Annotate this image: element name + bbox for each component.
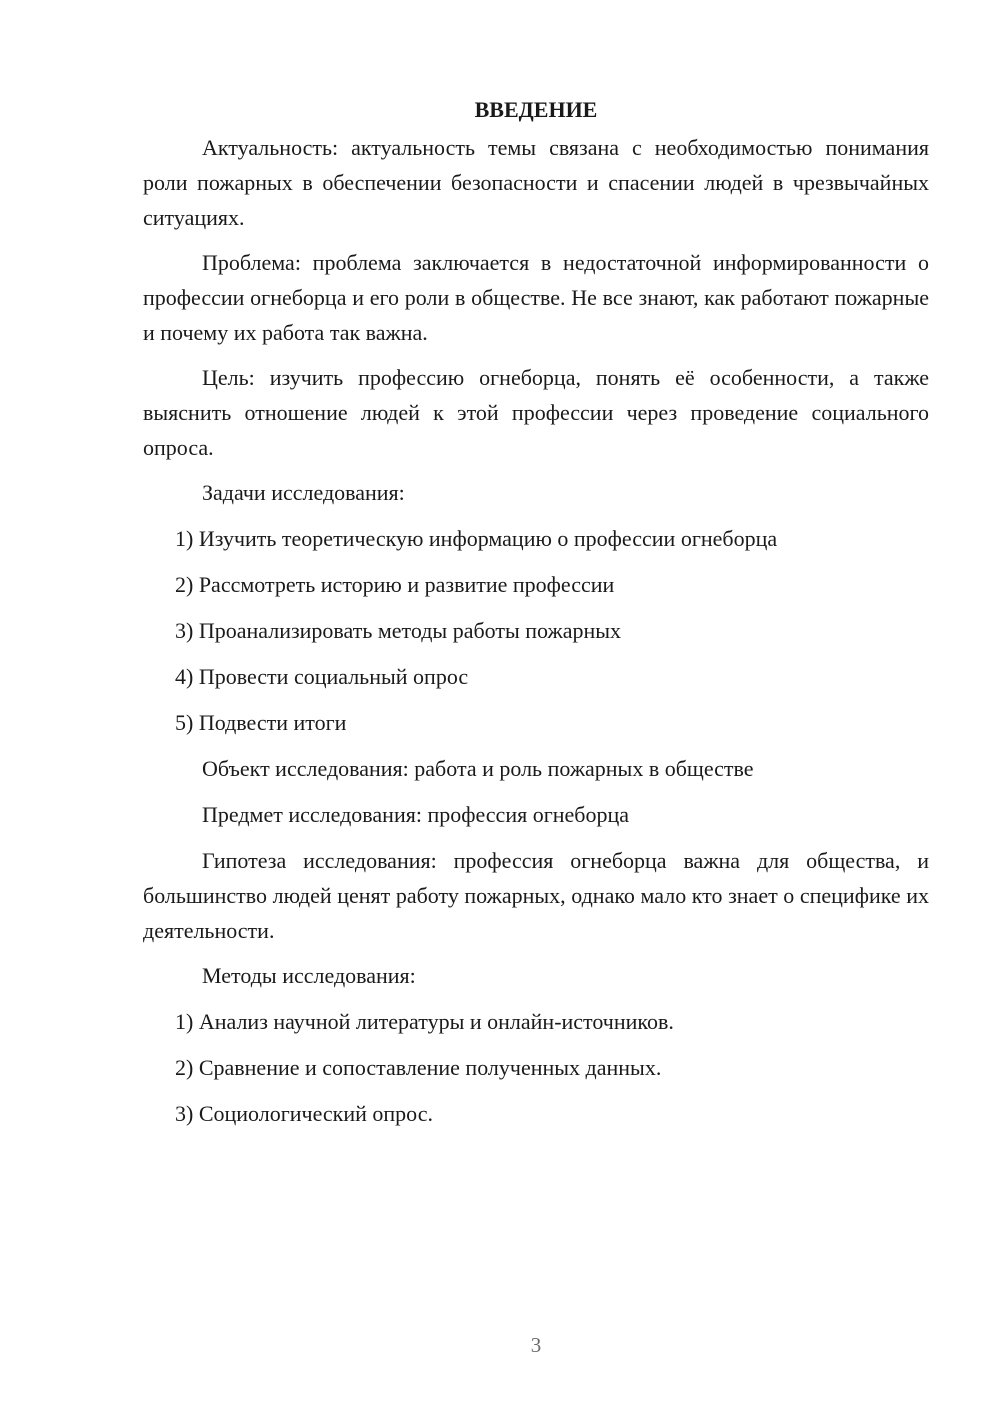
- object-paragraph: Объект исследования: работа и роль пожарных в обществе: [202, 756, 754, 781]
- tasks-heading: Задачи исследования:: [202, 480, 405, 505]
- list-item: 2) Сравнение и сопоставление полученных данных.: [175, 1055, 662, 1080]
- list-item: 3) Проанализировать методы работы пожарных: [175, 618, 622, 643]
- methods-heading: Методы исследования:: [202, 963, 416, 988]
- tasks-list: [143, 521, 929, 740]
- list-item: 1) Изучить теоретическую информацию о профессии огнеборца: [175, 526, 778, 551]
- problem-paragraph: Проблема: проблема заключается в недостаточной информированности о профессии огнеборца и его роли в обществе. Не все знают, как работают пожарные и почему их работа так важна.: [143, 250, 929, 345]
- relevance-paragraph: Актуальность: актуальность темы связана с необходимостью понимания роли пожарных в обеспечении безопасности и спасении людей в чрезвычайных ситуациях.: [143, 135, 929, 230]
- list-item: 4) Провести социальный опрос: [175, 664, 469, 689]
- list-item: 3) Социологический опрос.: [175, 1101, 433, 1126]
- section-title: ВВЕДЕНИЕ: [474, 97, 598, 122]
- hypothesis-paragraph: Гипотеза исследования: профессия огнеборца важна для общества, и большинство людей ценят работу пожарных, однако мало кто знает о специфике их деятельности.: [143, 848, 929, 943]
- list-item: 1) Анализ научной литературы и онлайн-источников.: [175, 1009, 674, 1034]
- list-item: 2) Рассмотреть историю и развитие профессии: [175, 572, 615, 597]
- methods-list: [143, 1004, 929, 1131]
- page-number: 3: [530, 1333, 542, 1357]
- subject-paragraph: Предмет исследования: профессия огнеборца: [202, 802, 630, 827]
- goal-paragraph: Цель: изучить профессию огнеборца, понять её особенности, а также выяснить отношение людей к этой профессии через проведение социального опроса.: [143, 365, 929, 460]
- list-item: 5) Подвести итоги: [175, 710, 347, 735]
- document-page: [143, 92, 929, 1142]
